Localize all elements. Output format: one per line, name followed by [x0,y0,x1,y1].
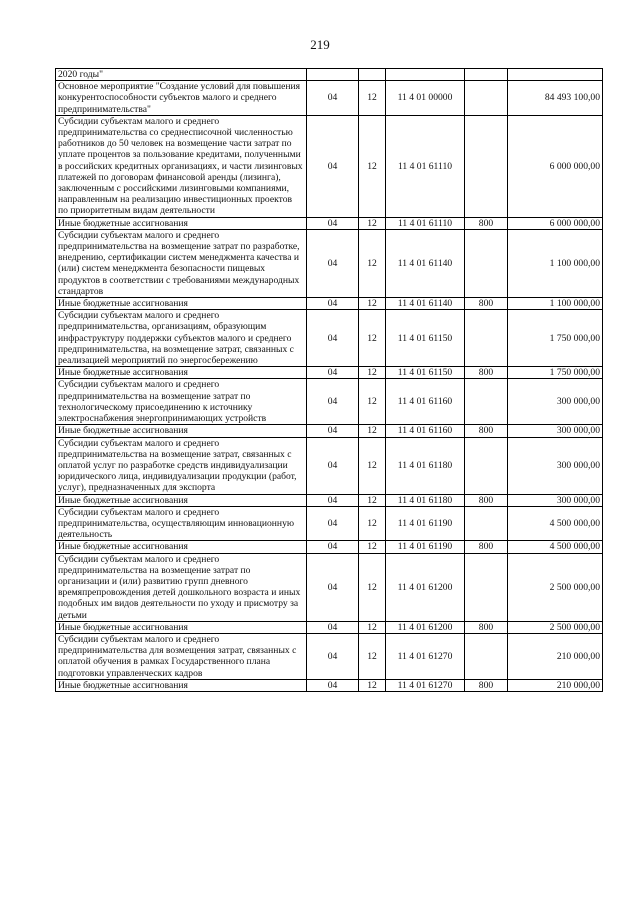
subsection-code: 12 [359,229,386,297]
item-name: Основное мероприятие "Создание условий для повышения конкурентоспособности субъектов малого и среднего предпринимательства" [56,81,307,116]
amount: 1 100 000,00 [508,229,603,297]
table-row [56,506,603,541]
subsection-code: 12 [359,494,386,506]
item-name: Иные бюджетные ассигнования [56,298,307,310]
target-item-code: 11 4 01 61180 [386,437,465,494]
expense-type-code: 800 [465,425,508,437]
expense-type-code: 800 [465,679,508,691]
subsection-code: 12 [359,553,386,621]
target-item-code: 11 4 01 61200 [386,621,465,633]
budget-table [55,68,603,692]
subsection-code: 12 [359,633,386,679]
target-item-code: 11 4 01 61180 [386,494,465,506]
section-code: 04 [307,494,359,506]
section-code: 04 [307,217,359,229]
amount: 6 000 000,00 [508,217,603,229]
target-item-code [386,69,465,81]
amount: 300 000,00 [508,494,603,506]
section-code: 04 [307,379,359,425]
section-code: 04 [307,437,359,494]
section-code: 04 [307,506,359,541]
section-code: 04 [307,633,359,679]
expense-type-code [465,229,508,297]
expense-type-code [465,81,508,116]
expense-type-code: 800 [465,494,508,506]
amount: 300 000,00 [508,425,603,437]
item-name: Субсидии субъектам малого и среднего предпринимательства, организациям, образующим инфраструктуру поддержки субъектов малого и среднего предпринимательства, на возмещение затрат, связанных с реализацией мероприятий по энергосбережению [56,310,307,367]
amount: 300 000,00 [508,437,603,494]
subsection-code: 12 [359,217,386,229]
table-row [56,367,603,379]
item-name: Субсидии субъектам малого и среднего предпринимательства для возмещения затрат, связанных с оплатой обучения в рамках Государственного плана подготовки управленческих кадров [56,633,307,679]
subsection-code: 12 [359,506,386,541]
table-row [56,310,603,367]
expense-type-code [465,115,508,217]
item-name: Иные бюджетные ассигнования [56,217,307,229]
expense-type-code [465,69,508,81]
table-row [56,217,603,229]
amount: 210 000,00 [508,679,603,691]
expense-type-code: 800 [465,621,508,633]
subsection-code: 12 [359,115,386,217]
section-code: 04 [307,229,359,297]
expense-type-code: 800 [465,298,508,310]
amount [508,69,603,81]
subsection-code: 12 [359,81,386,116]
section-code [307,69,359,81]
subsection-code: 12 [359,367,386,379]
amount: 6 000 000,00 [508,115,603,217]
table-row [56,229,603,297]
table-row [56,553,603,621]
section-code: 04 [307,679,359,691]
item-name: Субсидии субъектам малого и среднего предпринимательства на возмещение затрат по технологическому присоединению к источнику электроснабжения энергопринимающих устройств [56,379,307,425]
target-item-code: 11 4 01 61150 [386,367,465,379]
item-name: 2020 годы" [56,69,307,81]
target-item-code: 11 4 01 61270 [386,679,465,691]
subsection-code: 12 [359,541,386,553]
target-item-code: 11 4 01 61140 [386,229,465,297]
table-row [56,679,603,691]
target-item-code: 11 4 01 00000 [386,81,465,116]
target-item-code: 11 4 01 61160 [386,425,465,437]
target-item-code: 11 4 01 61270 [386,633,465,679]
subsection-code: 12 [359,679,386,691]
target-item-code: 11 4 01 61190 [386,541,465,553]
section-code: 04 [307,115,359,217]
amount: 300 000,00 [508,379,603,425]
target-item-code: 11 4 01 61150 [386,310,465,367]
table-row [56,298,603,310]
page-number: 219 [310,37,330,52]
subsection-code: 12 [359,310,386,367]
subsection-code: 12 [359,621,386,633]
subsection-code: 12 [359,298,386,310]
amount: 1 750 000,00 [508,367,603,379]
item-name: Иные бюджетные ассигнования [56,541,307,553]
expense-type-code [465,553,508,621]
target-item-code: 11 4 01 61110 [386,115,465,217]
table-row [56,621,603,633]
table-row [56,633,603,679]
amount: 2 500 000,00 [508,621,603,633]
item-name: Иные бюджетные ассигнования [56,425,307,437]
amount: 4 500 000,00 [508,541,603,553]
item-name: Субсидии субъектам малого и среднего предпринимательства, осуществляющим инновационную деятельность [56,506,307,541]
section-code: 04 [307,621,359,633]
section-code: 04 [307,425,359,437]
target-item-code: 11 4 01 61160 [386,379,465,425]
subsection-code: 12 [359,379,386,425]
item-name: Иные бюджетные ассигнования [56,367,307,379]
table-row [56,437,603,494]
expense-type-code: 800 [465,217,508,229]
table-row [56,379,603,425]
expense-type-code [465,310,508,367]
item-name: Субсидии субъектам малого и среднего предпринимательства со среднесписочной численностью работников до 50 человек на возмещение части затрат по уплате процентов за пользование кредитами, полученными в российских кредитных организациях, и части лизинговых платежей по договорам финансовой аренды (лизинга), заключенным с российскими лизинговыми компаниями, направленным на реализацию инвестиционных проектов по приоритетным видам деятельности [56,115,307,217]
target-item-code: 11 4 01 61110 [386,217,465,229]
table-row [56,81,603,116]
expense-type-code [465,437,508,494]
amount: 4 500 000,00 [508,506,603,541]
subsection-code [359,69,386,81]
amount: 1 750 000,00 [508,310,603,367]
subsection-code: 12 [359,425,386,437]
item-name: Иные бюджетные ассигнования [56,494,307,506]
item-name: Иные бюджетные ассигнования [56,621,307,633]
section-code: 04 [307,310,359,367]
amount: 84 493 100,00 [508,81,603,116]
section-code: 04 [307,298,359,310]
table-row [56,494,603,506]
expense-type-code: 800 [465,367,508,379]
item-name: Субсидии субъектам малого и среднего предпринимательства на возмещение затрат по организации и (или) развитию групп дневного времяпрепровождения детей дошкольного возраста и иных подобных им видов деятельности по уходу и присмотру за детьми [56,553,307,621]
expense-type-code: 800 [465,541,508,553]
table-row [56,425,603,437]
amount: 1 100 000,00 [508,298,603,310]
item-name: Иные бюджетные ассигнования [56,679,307,691]
item-name: Субсидии субъектам малого и среднего предпринимательства на возмещение затрат по разработке, внедрению, сертификации систем менеджмента качества и (или) систем менеджмента безопасности пищевых продуктов в соответствии с требованиями международных стандартов [56,229,307,297]
table-row [56,541,603,553]
expense-type-code [465,506,508,541]
amount: 210 000,00 [508,633,603,679]
target-item-code: 11 4 01 61190 [386,506,465,541]
section-code: 04 [307,541,359,553]
expense-type-code [465,379,508,425]
item-name: Субсидии субъектам малого и среднего предпринимательства на возмещение затрат, связанных с оплатой услуг по разработке средств индивидуализации юридического лица, индивидуализации продукции (работ, услуг), предназначенных для экспорта [56,437,307,494]
table-row [56,115,603,217]
section-code: 04 [307,367,359,379]
section-code: 04 [307,81,359,116]
expense-type-code [465,633,508,679]
amount: 2 500 000,00 [508,553,603,621]
subsection-code: 12 [359,437,386,494]
target-item-code: 11 4 01 61200 [386,553,465,621]
table-row [56,69,603,81]
target-item-code: 11 4 01 61140 [386,298,465,310]
section-code: 04 [307,553,359,621]
